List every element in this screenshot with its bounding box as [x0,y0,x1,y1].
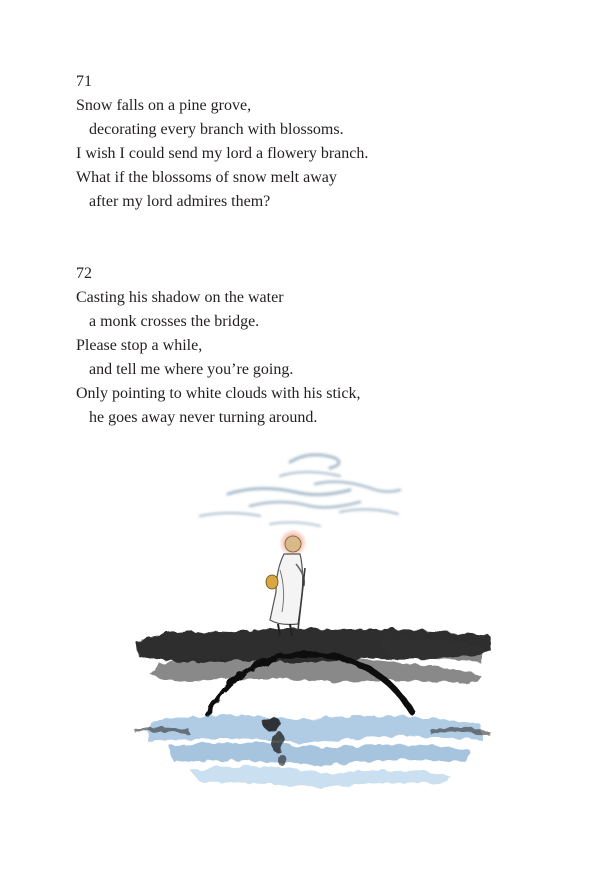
cloud-wisps [200,455,400,526]
poem-line: Only pointing to white clouds with his stick, [76,385,361,402]
poem-number: 72 [76,265,92,282]
poem-line: Snow falls on a pine grove, [76,97,252,114]
poem-line: What if the blossoms of snow melt away [76,169,337,186]
monk-crossing-bridge-illustration [130,440,500,800]
poem-number: 71 [76,73,92,90]
poem-line: Casting his shadow on the water [76,289,284,306]
poem-line: a monk crosses the bridge. [89,313,260,330]
monk-figure [266,529,307,636]
poem-line: he goes away never turning around. [89,409,318,426]
poem-line: I wish I could send my lord a flowery branch. [76,145,369,162]
poem-line: decorating every branch with blossoms. [89,121,344,138]
poem-line: Please stop a while, [76,337,203,354]
poem-line: and tell me where you’re going. [89,361,294,378]
water-ripples [136,715,490,788]
poem-71 [76,70,576,214]
poem-72 [76,262,576,430]
poem-line: after my lord admires them? [89,193,271,210]
